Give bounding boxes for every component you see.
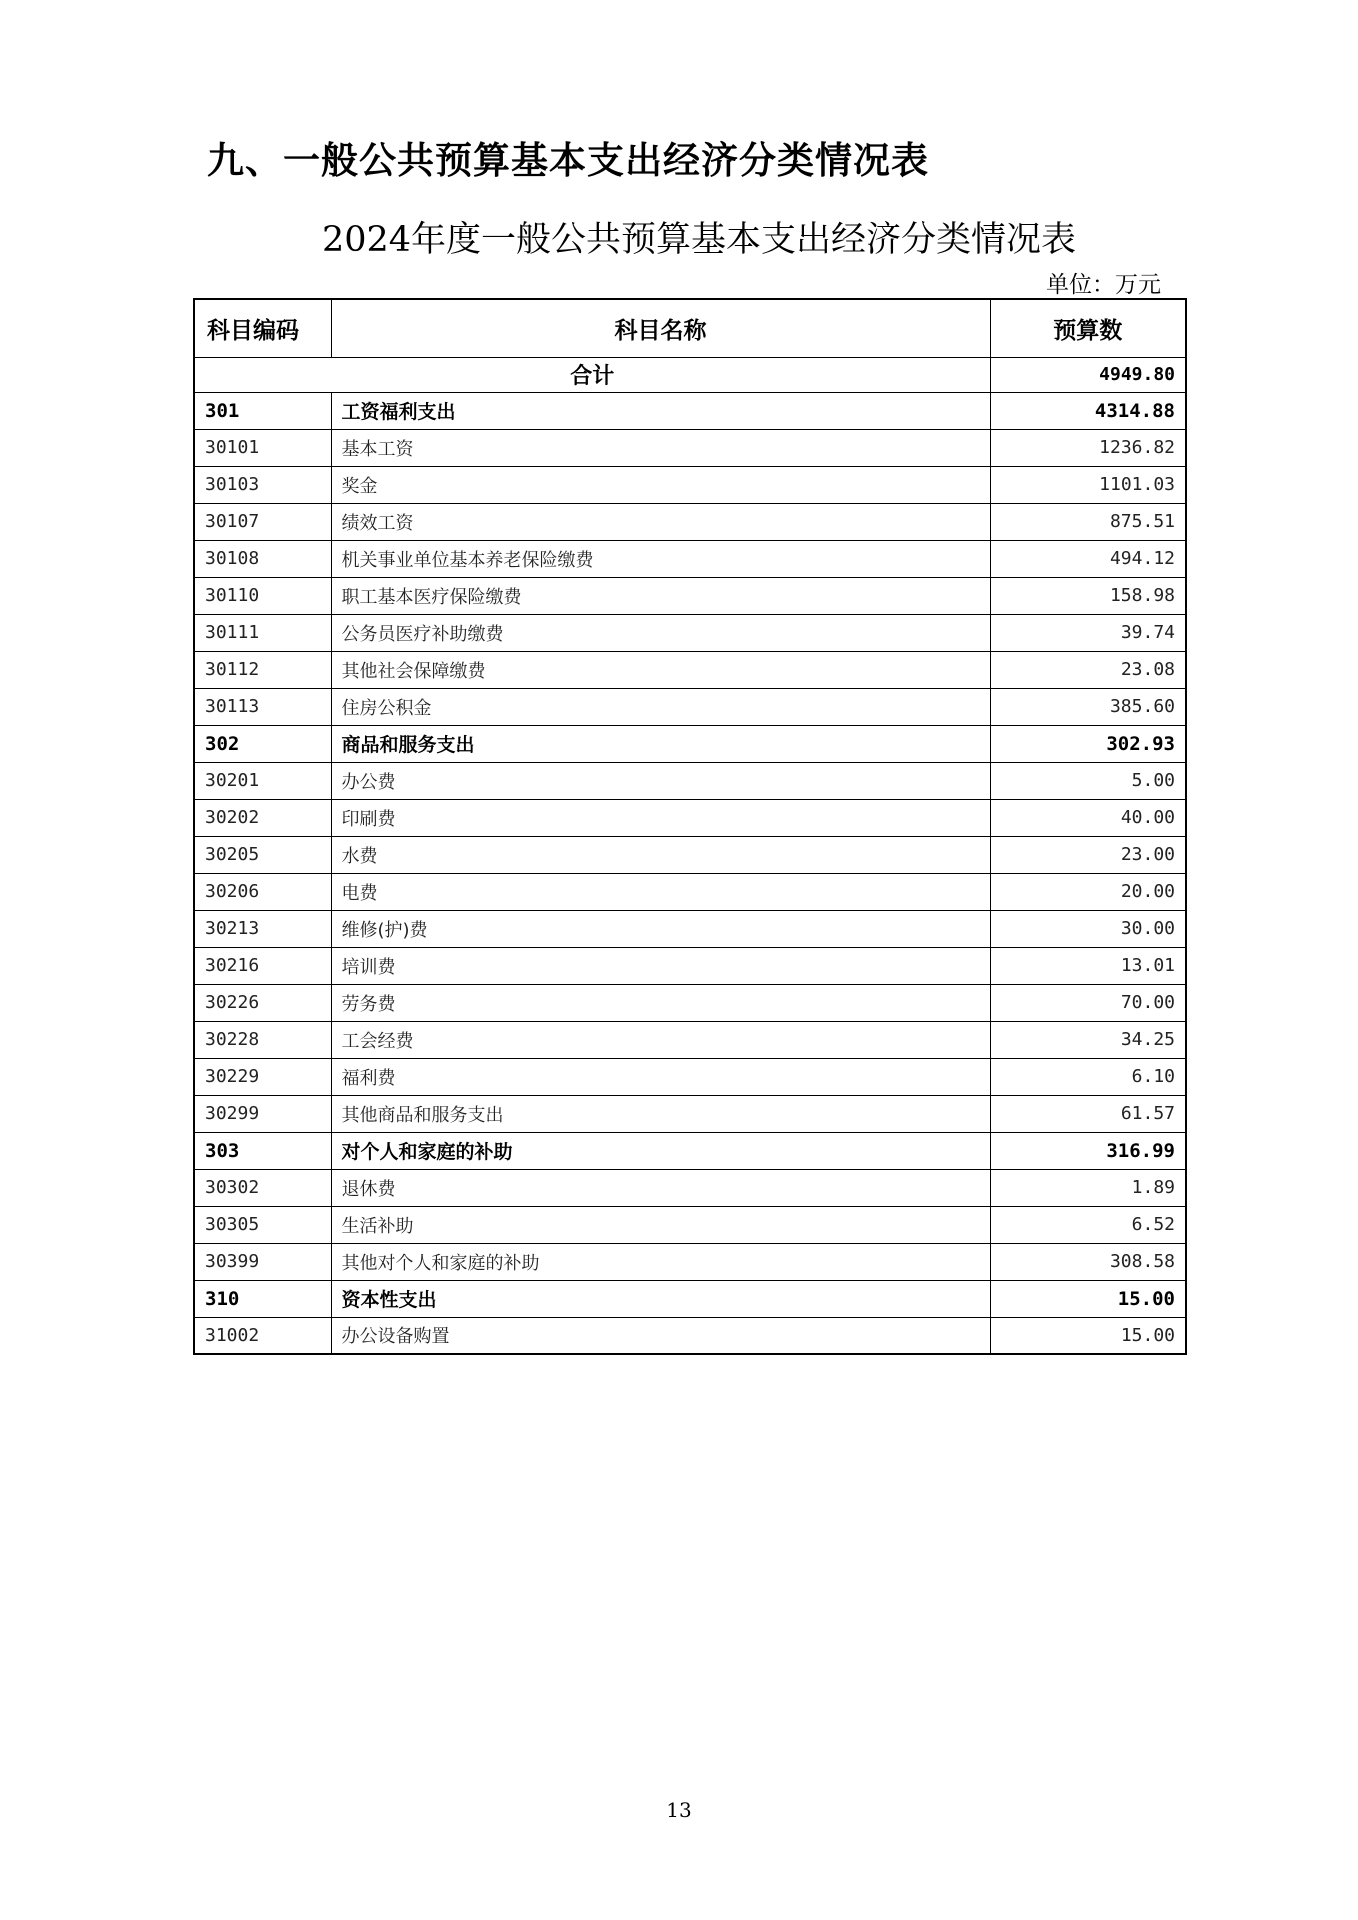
table-row bbox=[194, 873, 1186, 910]
code-cell: 301 bbox=[194, 392, 331, 429]
code-cell: 30205 bbox=[194, 836, 331, 873]
name-cell: 办公费 bbox=[331, 762, 990, 799]
table-body bbox=[194, 357, 1186, 1354]
amount-cell: 40.00 bbox=[990, 799, 1186, 836]
amount-cell: 1101.03 bbox=[990, 466, 1186, 503]
code-cell: 30101 bbox=[194, 429, 331, 466]
table-row bbox=[194, 836, 1186, 873]
table-row bbox=[194, 1206, 1186, 1243]
amount-cell: 34.25 bbox=[990, 1021, 1186, 1058]
category-row bbox=[194, 1280, 1186, 1317]
amount-cell: 4314.88 bbox=[990, 392, 1186, 429]
table-row bbox=[194, 910, 1186, 947]
name-cell: 福利费 bbox=[331, 1058, 990, 1095]
code-cell: 30226 bbox=[194, 984, 331, 1021]
name-cell: 资本性支出 bbox=[331, 1280, 990, 1317]
amount-cell: 385.60 bbox=[990, 688, 1186, 725]
amount-cell: 13.01 bbox=[990, 947, 1186, 984]
table-row bbox=[194, 762, 1186, 799]
code-cell: 30113 bbox=[194, 688, 331, 725]
name-cell: 生活补助 bbox=[331, 1206, 990, 1243]
name-cell: 基本工资 bbox=[331, 429, 990, 466]
amount-cell: 6.10 bbox=[990, 1058, 1186, 1095]
code-cell: 30229 bbox=[194, 1058, 331, 1095]
name-cell: 公务员医疗补助缴费 bbox=[331, 614, 990, 651]
amount-cell: 20.00 bbox=[990, 873, 1186, 910]
code-cell: 30399 bbox=[194, 1243, 331, 1280]
amount-cell: 1.89 bbox=[990, 1169, 1186, 1206]
amount-cell: 158.98 bbox=[990, 577, 1186, 614]
name-cell: 其他对个人和家庭的补助 bbox=[331, 1243, 990, 1280]
code-cell: 31002 bbox=[194, 1317, 331, 1354]
name-cell: 住房公积金 bbox=[331, 688, 990, 725]
code-cell: 30202 bbox=[194, 799, 331, 836]
name-cell: 商品和服务支出 bbox=[331, 725, 990, 762]
code-cell: 30111 bbox=[194, 614, 331, 651]
table-row bbox=[194, 799, 1186, 836]
code-cell: 30299 bbox=[194, 1095, 331, 1132]
table-row bbox=[194, 466, 1186, 503]
table-row bbox=[194, 503, 1186, 540]
code-cell: 30110 bbox=[194, 577, 331, 614]
code-cell: 30213 bbox=[194, 910, 331, 947]
section-heading: 九、一般公共预算基本支出经济分类情况表 bbox=[207, 139, 929, 182]
name-cell: 培训费 bbox=[331, 947, 990, 984]
total-label: 合计 bbox=[194, 357, 990, 392]
code-cell: 30107 bbox=[194, 503, 331, 540]
header-name: 科目名称 bbox=[331, 299, 990, 357]
amount-cell: 302.93 bbox=[990, 725, 1186, 762]
header-code: 科目编码 bbox=[194, 299, 331, 357]
page-number: 13 bbox=[666, 1798, 692, 1822]
table-row bbox=[194, 947, 1186, 984]
table-row bbox=[194, 984, 1186, 1021]
code-cell: 30305 bbox=[194, 1206, 331, 1243]
name-cell: 维修(护)费 bbox=[331, 910, 990, 947]
code-cell: 302 bbox=[194, 725, 331, 762]
amount-cell: 308.58 bbox=[990, 1243, 1186, 1280]
table-row bbox=[194, 651, 1186, 688]
table-header-row bbox=[194, 299, 1186, 357]
table-row bbox=[194, 577, 1186, 614]
amount-cell: 316.99 bbox=[990, 1132, 1186, 1169]
budget-table bbox=[193, 298, 1187, 1355]
name-cell: 其他商品和服务支出 bbox=[331, 1095, 990, 1132]
table-title: 2024年度一般公共预算基本支出经济分类情况表 bbox=[321, 220, 1077, 260]
header-amount: 预算数 bbox=[990, 299, 1186, 357]
code-cell: 30108 bbox=[194, 540, 331, 577]
code-cell: 30302 bbox=[194, 1169, 331, 1206]
amount-cell: 61.57 bbox=[990, 1095, 1186, 1132]
code-cell: 310 bbox=[194, 1280, 331, 1317]
name-cell: 电费 bbox=[331, 873, 990, 910]
category-row bbox=[194, 1132, 1186, 1169]
category-row bbox=[194, 725, 1186, 762]
unit-label: 单位：万元 bbox=[1046, 272, 1161, 298]
amount-cell: 5.00 bbox=[990, 762, 1186, 799]
table-row bbox=[194, 540, 1186, 577]
code-cell: 30201 bbox=[194, 762, 331, 799]
category-row bbox=[194, 392, 1186, 429]
code-cell: 30206 bbox=[194, 873, 331, 910]
name-cell: 工资福利支出 bbox=[331, 392, 990, 429]
code-cell: 30103 bbox=[194, 466, 331, 503]
table-row bbox=[194, 1095, 1186, 1132]
name-cell: 印刷费 bbox=[331, 799, 990, 836]
amount-cell: 1236.82 bbox=[990, 429, 1186, 466]
amount-cell: 15.00 bbox=[990, 1317, 1186, 1354]
name-cell: 绩效工资 bbox=[331, 503, 990, 540]
name-cell: 办公设备购置 bbox=[331, 1317, 990, 1354]
amount-cell: 30.00 bbox=[990, 910, 1186, 947]
amount-cell: 70.00 bbox=[990, 984, 1186, 1021]
amount-cell: 494.12 bbox=[990, 540, 1186, 577]
name-cell: 职工基本医疗保险缴费 bbox=[331, 577, 990, 614]
table-row bbox=[194, 1243, 1186, 1280]
table-row bbox=[194, 1317, 1186, 1354]
code-cell: 30216 bbox=[194, 947, 331, 984]
table-row bbox=[194, 1058, 1186, 1095]
amount-cell: 39.74 bbox=[990, 614, 1186, 651]
name-cell: 劳务费 bbox=[331, 984, 990, 1021]
code-cell: 303 bbox=[194, 1132, 331, 1169]
table-row bbox=[194, 614, 1186, 651]
amount-cell: 23.00 bbox=[990, 836, 1186, 873]
name-cell: 水费 bbox=[331, 836, 990, 873]
table-row bbox=[194, 1021, 1186, 1058]
name-cell: 奖金 bbox=[331, 466, 990, 503]
total-amount: 4949.80 bbox=[990, 357, 1186, 392]
code-cell: 30228 bbox=[194, 1021, 331, 1058]
amount-cell: 6.52 bbox=[990, 1206, 1186, 1243]
amount-cell: 15.00 bbox=[990, 1280, 1186, 1317]
name-cell: 机关事业单位基本养老保险缴费 bbox=[331, 540, 990, 577]
code-cell: 30112 bbox=[194, 651, 331, 688]
table-row bbox=[194, 688, 1186, 725]
name-cell: 其他社会保障缴费 bbox=[331, 651, 990, 688]
table-row bbox=[194, 429, 1186, 466]
table-row bbox=[194, 1169, 1186, 1206]
name-cell: 工会经费 bbox=[331, 1021, 990, 1058]
amount-cell: 23.08 bbox=[990, 651, 1186, 688]
name-cell: 退休费 bbox=[331, 1169, 990, 1206]
amount-cell: 875.51 bbox=[990, 503, 1186, 540]
total-row bbox=[194, 357, 1186, 392]
name-cell: 对个人和家庭的补助 bbox=[331, 1132, 990, 1169]
